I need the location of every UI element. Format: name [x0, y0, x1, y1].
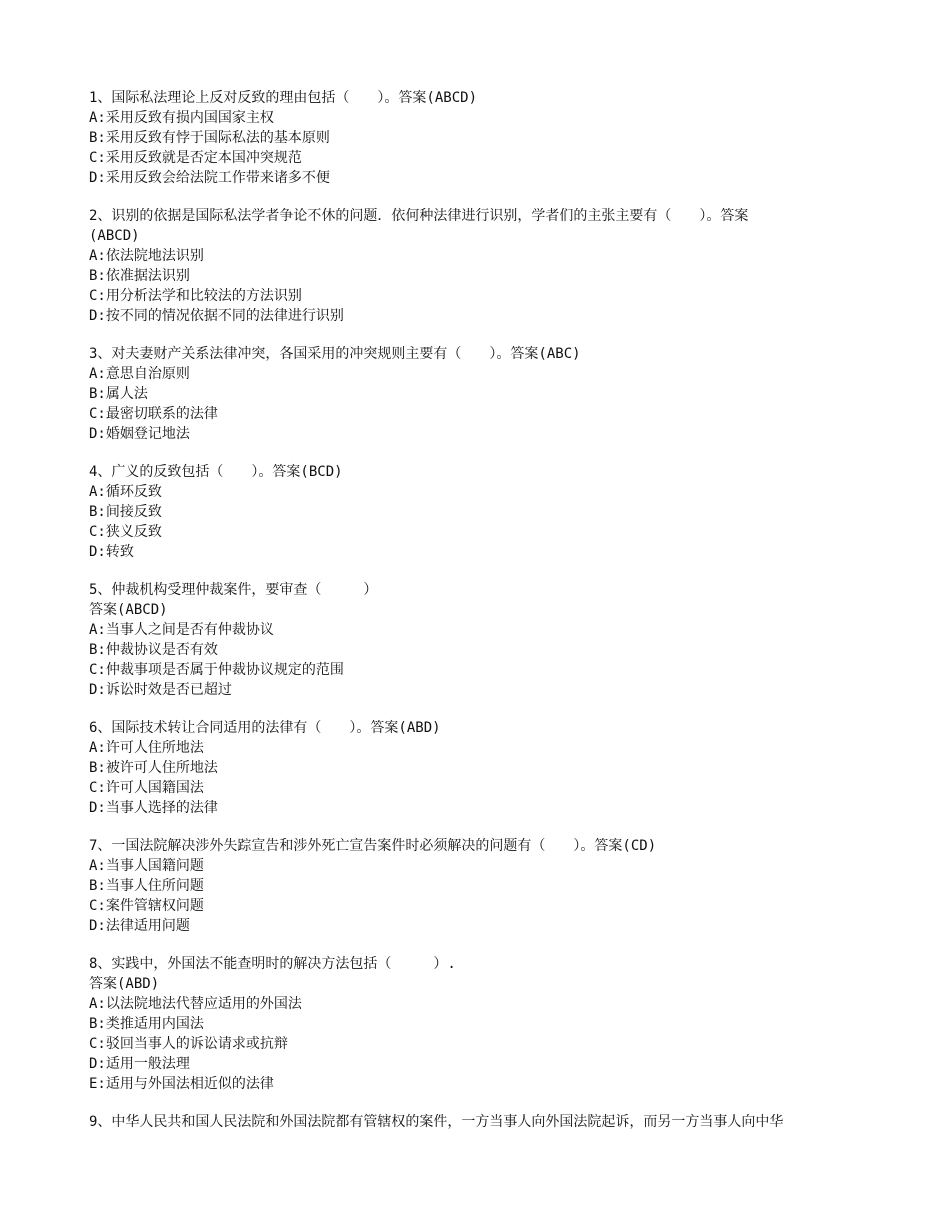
- question-line: A:许可人住所地法: [89, 740, 204, 756]
- question-line: (ABCD): [89, 228, 140, 244]
- question-line: A:意思自治原则: [89, 366, 190, 382]
- question-line: D:当事人选择的法律: [89, 800, 218, 816]
- question-6: [89, 718, 864, 818]
- question-line: C:最密切联系的法律: [89, 406, 218, 422]
- question-line: C:许可人国籍国法: [89, 780, 204, 796]
- question-line: D:诉讼时效是否已超过: [89, 682, 232, 698]
- question-8: [89, 954, 864, 1094]
- question-line: E:适用与外国法相近似的法律: [89, 1076, 274, 1092]
- question-line: A:循环反致: [89, 484, 162, 500]
- question-9: [89, 1112, 864, 1132]
- question-line: B:当事人住所问题: [89, 878, 204, 894]
- question-text: 7、一国法院解决涉外失踪宣告和涉外死亡宣告案件时必须解决的问题有（ ）。答案(CD): [89, 838, 657, 854]
- question-2: [89, 206, 864, 326]
- question-line: A:以法院地法代替应适用的外国法: [89, 996, 302, 1012]
- question-line: B:类推适用内国法: [89, 1016, 204, 1032]
- question-text: 1、国际私法理论上反对反致的理由包括（ ）。答案(ABCD): [89, 90, 477, 106]
- question-text: 9、中华人民共和国人民法院和外国法院都有管辖权的案件，一方当事人向外国法院起诉，而另一方当事人向中华: [89, 1114, 784, 1130]
- question-text: 8、实践中，外国法不能查明时的解决方法包括（ ）.: [89, 956, 456, 972]
- question-line: D:按不同的情况依据不同的法律进行识别: [89, 308, 344, 324]
- question-5: [89, 580, 864, 700]
- question-line: D:适用一般法理: [89, 1056, 190, 1072]
- question-line: B:采用反致有悖于国际私法的基本原则: [89, 130, 330, 146]
- question-line: D:转致: [89, 544, 134, 560]
- question-line: C:驳回当事人的诉讼请求或抗辩: [89, 1036, 288, 1052]
- question-line: C:仲裁事项是否属于仲裁协议规定的范围: [89, 662, 344, 678]
- question-4: [89, 462, 864, 562]
- question-3: [89, 344, 864, 444]
- question-text: 4、广义的反致包括（ ）。答案(BCD): [89, 464, 343, 480]
- question-line: 答案(ABD): [89, 976, 160, 992]
- question-line: A:依法院地法识别: [89, 248, 204, 264]
- question-line: C:采用反致就是否定本国冲突规范: [89, 150, 302, 166]
- question-text: 6、国际技术转让合同适用的法律有（ ）。答案(ABD): [89, 720, 441, 736]
- question-1: [89, 88, 864, 188]
- question-line: C:狭义反致: [89, 524, 162, 540]
- question-line: A:当事人之间是否有仲裁协议: [89, 622, 274, 638]
- question-line: D:法律适用问题: [89, 918, 190, 934]
- question-line: C:用分析法学和比较法的方法识别: [89, 288, 302, 304]
- document-page: [89, 88, 864, 1150]
- question-text: 5、仲裁机构受理仲裁案件，要审查（ ）: [89, 582, 378, 598]
- question-line: B:间接反致: [89, 504, 162, 520]
- question-line: B:仲裁协议是否有效: [89, 642, 218, 658]
- question-line: A:当事人国籍问题: [89, 858, 204, 874]
- question-line: D:婚姻登记地法: [89, 426, 190, 442]
- question-line: B:依准据法识别: [89, 268, 190, 284]
- question-line: A:采用反致有损内国国家主权: [89, 110, 274, 126]
- question-line: D:采用反致会给法院工作带来诸多不便: [89, 170, 330, 186]
- question-line: B:被许可人住所地法: [89, 760, 218, 776]
- question-line: B:属人法: [89, 386, 148, 402]
- question-line: C:案件管辖权问题: [89, 898, 204, 914]
- question-text: 2、识别的依据是国际私法学者争论不休的问题．依何种法律进行识别，学者们的主张主要有（ ）。答案: [89, 208, 749, 224]
- question-text: 3、对夫妻财产关系法律冲突，各国采用的冲突规则主要有（ ）。答案(ABC): [89, 346, 581, 362]
- question-7: [89, 836, 864, 936]
- question-line: 答案(ABCD): [89, 602, 168, 618]
